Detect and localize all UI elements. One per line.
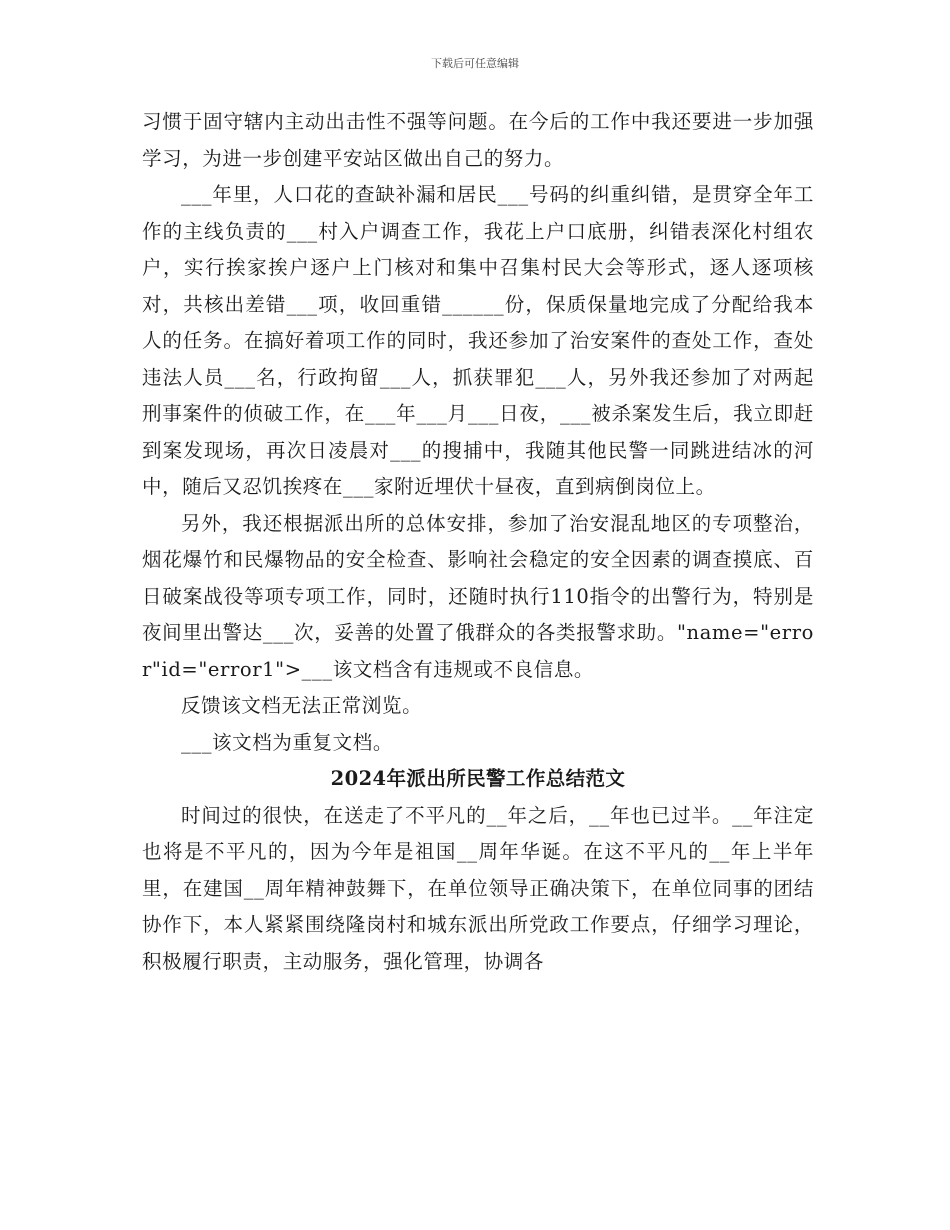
paragraph-feedback-note: 反馈该文档无法正常浏览。 bbox=[181, 694, 423, 717]
paragraph-investigation-work: ___年里，人口花的查缺补漏和居民___号码的纠重纠错，是贯穿全年工作的主线负责的___村入户调查工作，我花上户口底册，纠错表深化村组农户，实行挨家挨户逐户上门核对和集中召集村民大会等形式，逐人逐项核对，共核出差错___项，收回重错______份，保质保量地完成了分配给我本人的任务。在搞好着项工作的同时，我还参加了治安案件的查处工作，查处违法人员___名，行政拘留___人，抓获罪犯___人，另外我还参加了对两起刑事案件的侦破工作，在___年___月___日夜，___被杀案发生后，我立即赶到案发现场，再次日凌晨对___的搜捕中，我随其他民警一同跳进结冰的河中，随后又忍饥挨疼在___家附近埋伏十昼夜，直到病倒岗位上。 bbox=[142, 183, 814, 498]
section-title: 2024年派出所民警工作总结范文 bbox=[330, 767, 626, 790]
page-header-note: 下载后可任意编辑 bbox=[431, 57, 519, 70]
document-body bbox=[142, 104, 814, 980]
paragraph-special-operations: 另外，我还根据派出所的总体安排，参加了治安混乱地区的专项整治，烟花爆竹和民爆物品的安全检查、影响社会稳定的安全因素的调查摸底、百日破案战役等项专项工作，同时，还随时执行110指令的出警行为，特别是夜间里出警达___次，妥善的处置了俄群众的各类报警求助。"name="error"id="error1">___该文档含有违规或不良信息。 bbox=[142, 511, 814, 681]
paragraph-continuation: 习惯于固守辖内主动出击性不强等问题。在今后的工作中我还要进一步加强学习，为进一步创建平安站区做出自己的努力。 bbox=[142, 110, 814, 170]
paragraph-summary-intro: 时间过的很快，在送走了不平凡的__年之后，__年也已过半。__年注定也将是不平凡的，因为今年是祖国__周年华诞。在这不平凡的__年上半年里，在建国__周年精神鼓舞下，在单位领导正确决策下，在单位同事的团结协作下，本人紧紧围绕隆岗村和城东派出所党政工作要点，仔细学习理论，积极履行职责，主动服务，强化管理，协调各 bbox=[142, 803, 814, 973]
paragraph-duplicate-note: ___该文档为重复文档。 bbox=[181, 730, 393, 754]
